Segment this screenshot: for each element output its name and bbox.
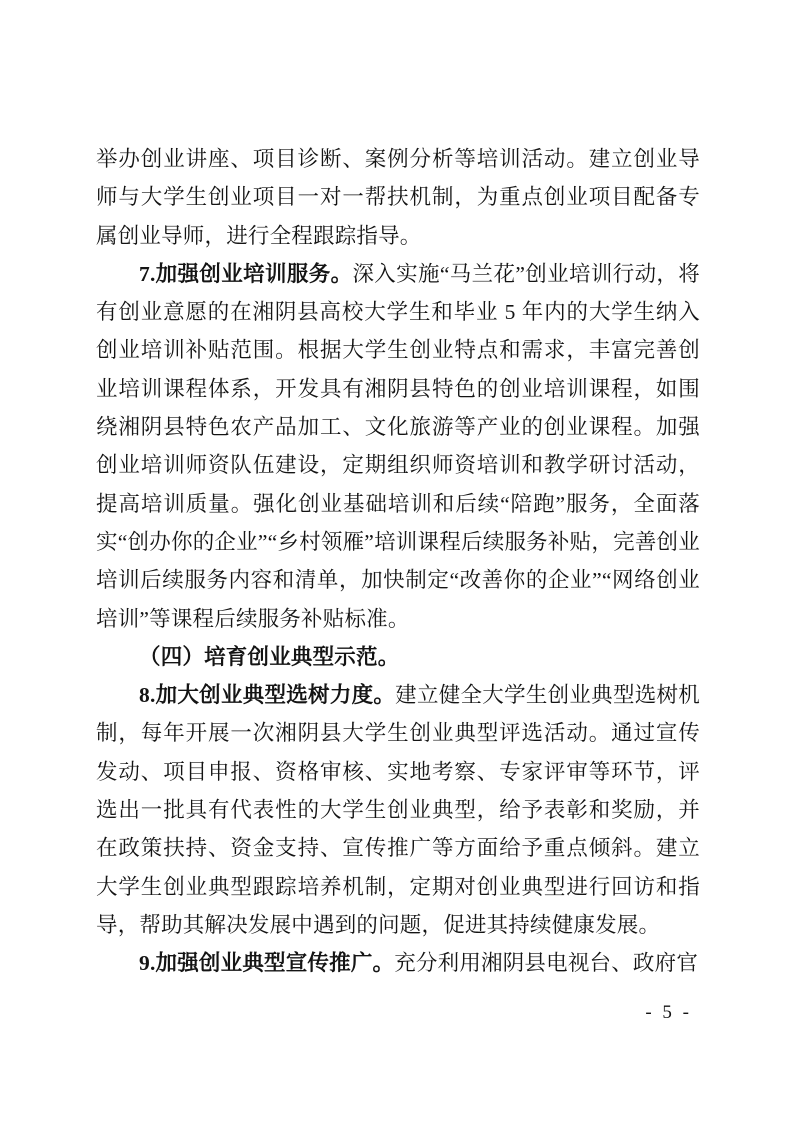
paragraph-continuation: 举办创业讲座、项目诊断、案例分析等培训活动。建立创业导师与大学生创业项目一对一帮扶机制，为重点创业项目配备专属创业导师，进行全程跟踪指导。 — [96, 147, 700, 248]
item7-body-text: 深入实施“马兰花”创业培训行动，将有创业意愿的在湘阴县高校大学生和毕业 5 年内的大学生纳入创业培训补贴范围。根据大学生创业特点和需求，丰富完善创业培训课程体系，开发具有湘阴县特色的创业培训课程，如围绕湘阴县特色农产品加工、文化旅游等产业的创业课程。加强创业培训师资队伍建设，定期组织师资培训和教学研讨活动，提高培训质量。强化创业基础培训和后续“陪跑”服务，全面落实“创办你的企业”“乡村领雁”培训课程后续服务补贴，完善创业培训后续服务内容和清单，加快制定“改善你的企业”“网络创业培训”等课程后续服务补贴标准。 — [96, 261, 700, 631]
item9-body-text: 充分利用湘阴县电视台、政府官 — [394, 951, 699, 976]
paragraph-item9 — [96, 944, 700, 982]
item8-lead-text: 8.加大创业典型选树力度。 — [139, 683, 396, 708]
paragraph-item7 — [96, 255, 700, 638]
document-body — [96, 140, 700, 983]
item8-body-text: 建立健全大学生创业典型选树机制，每年开展一次湘阴县大学生创业典型评选活动。通过宣传发动、项目申报、资格审核、实地考察、专家评审等环节，评选出一批具有代表性的大学生创业典型，给予表彰和奖励，并在政策扶持、资金支持、宣传推广等方面给予重点倾斜。建立大学生创业典型跟踪培养机制，定期对创业典型进行回访和指导，帮助其解决发展中遇到的问题，促进其持续健康发展。 — [96, 683, 700, 937]
page-number: - 5 - — [645, 1002, 692, 1023]
paragraph-item8 — [96, 676, 700, 944]
item7-lead-text: 7.加强创业培训服务。 — [139, 261, 353, 286]
section-heading-4: （四）培育创业典型示范。 — [139, 644, 400, 669]
item9-lead-text: 9.加强创业典型宣传推广。 — [139, 951, 395, 976]
